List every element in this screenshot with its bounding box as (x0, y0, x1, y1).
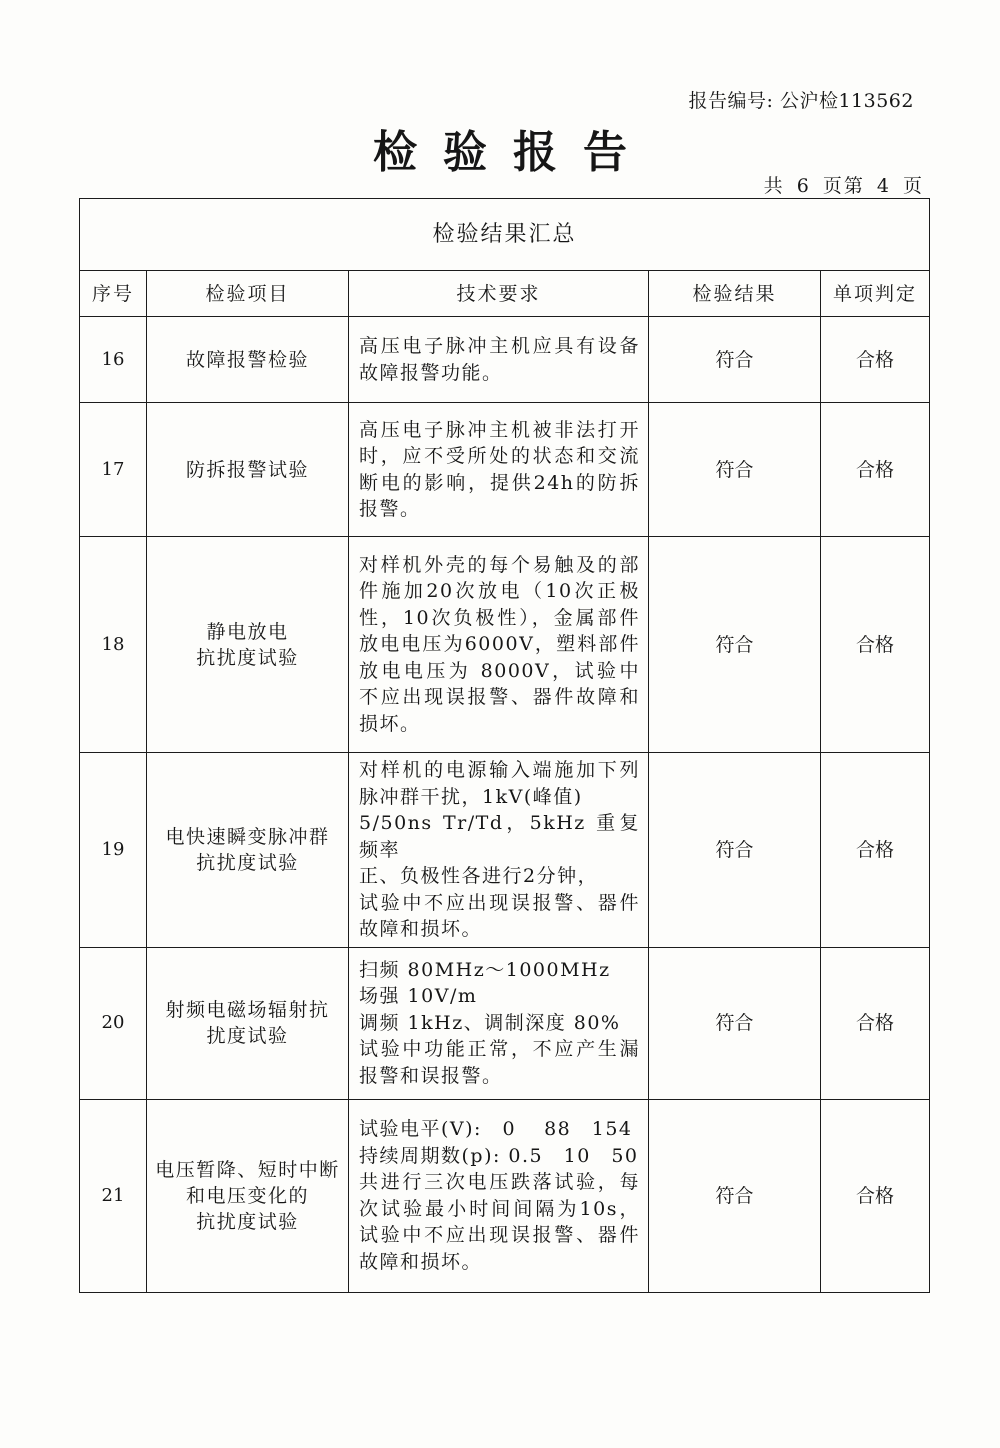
row-item (147, 537, 349, 753)
requirement-line: 高压电子脉冲主机应具有设备故障报警功能。 (359, 335, 640, 384)
row-requirement (349, 947, 649, 1099)
row-result: 符合 (649, 753, 821, 948)
row-requirement (349, 403, 649, 537)
row-seq: 16 (80, 317, 147, 403)
row-seq: 17 (80, 403, 147, 537)
row-item (147, 947, 349, 1099)
item-line: 扰度试验 (206, 1025, 289, 1047)
header-requirement: 技术要求 (349, 271, 649, 317)
results-table (79, 198, 930, 1293)
row-item (147, 753, 349, 948)
report-number: 报告编号: 公沪检113562 (688, 90, 914, 112)
requirement-line: 扫频 80MHz～1000MHz (359, 958, 611, 981)
requirement-line: 高压电子脉冲主机被非法打开时，应不受所处的状态和交流断电的影响，提供24h的防拆报警。 (359, 418, 640, 520)
row-item (147, 317, 349, 403)
row-result: 符合 (649, 1099, 821, 1292)
row-item (147, 403, 349, 537)
header-result: 检验结果 (649, 271, 821, 317)
item-line: 和电压变化的 (185, 1184, 309, 1207)
row-result: 符合 (649, 947, 821, 1099)
item-line: 静电放电 (206, 620, 289, 643)
row-judgement: 合格 (821, 537, 930, 753)
table-row (80, 753, 930, 948)
table-row (80, 403, 930, 537)
table-row (80, 947, 930, 1099)
row-requirement (349, 537, 649, 753)
row-seq: 21 (80, 1099, 147, 1292)
requirement-line: 正、负极性各进行2分钟， (359, 865, 599, 887)
row-judgement: 合格 (821, 947, 930, 1099)
row-result: 符合 (649, 403, 821, 537)
requirement-line: 试验中功能正常，不应产生漏报警和误报警。 (359, 1038, 640, 1087)
row-seq: 19 (80, 753, 147, 948)
item-line: 故障报警检验 (185, 348, 309, 371)
requirement-line: 试验中不应出现误报警、器件故障和损坏。 (359, 891, 640, 940)
row-judgement: 合格 (821, 403, 930, 537)
header-item: 检验项目 (147, 271, 349, 317)
row-seq: 18 (80, 537, 147, 753)
requirement-line: 共进行三次电压跌落试验，每次试验最小时间间隔为10s，试验中不应出现误报警、器件故障和损坏。 (359, 1171, 640, 1273)
header-seq: 序号 (80, 271, 147, 317)
item-line: 抗扰度试验 (196, 646, 299, 669)
header-judgement: 单项判定 (821, 271, 930, 317)
requirement-line: 调频 1kHz、调制深度 80% (359, 1011, 621, 1034)
requirement-line: 对样机的电源输入端施加下列脉冲群干扰，1kV(峰值) (359, 759, 640, 808)
page-title: 检验报告 (373, 127, 653, 178)
table-row (80, 537, 930, 753)
table-row (80, 1099, 930, 1292)
item-line: 抗扰度试验 (196, 1210, 299, 1233)
item-line: 电压暂降、短时中断 (155, 1158, 340, 1181)
item-line: 射频电磁场辐射抗 (165, 999, 330, 1021)
item-line: 防拆报警试验 (185, 458, 309, 481)
table-row (80, 317, 930, 403)
requirement-line: 场强 10V/m (359, 985, 478, 1008)
page-info: 共 6 页第 4 页 (763, 175, 924, 197)
row-requirement (349, 753, 649, 948)
row-result: 符合 (649, 317, 821, 403)
requirement-line: 试验电平(V): 0 88 154 (359, 1118, 633, 1140)
row-judgement: 合格 (821, 317, 930, 403)
table-header-row (80, 271, 930, 317)
row-requirement (349, 1099, 649, 1292)
requirement-line: 对样机外壳的每个易触及的部件施加20次放电（10次正极性，10次负极性），金属部件放电电压为6000V，塑料部件放电电压为 8000V，试验中不应出现误报警、器件故障和损坏。 (359, 553, 640, 735)
requirement-line: 5/50ns Tr/Td，5kHz 重复频率 (359, 812, 640, 861)
row-judgement: 合格 (821, 753, 930, 948)
row-item (147, 1099, 349, 1292)
row-requirement (349, 317, 649, 403)
table-caption: 检验结果汇总 (80, 199, 930, 271)
requirement-line: 持续周期数(p): 0.5 10 50 (359, 1144, 639, 1167)
item-line: 抗扰度试验 (196, 851, 299, 874)
row-result: 符合 (649, 537, 821, 753)
row-judgement: 合格 (821, 1099, 930, 1292)
row-seq: 20 (80, 947, 147, 1099)
item-line: 电快速瞬变脉冲群 (165, 825, 330, 848)
